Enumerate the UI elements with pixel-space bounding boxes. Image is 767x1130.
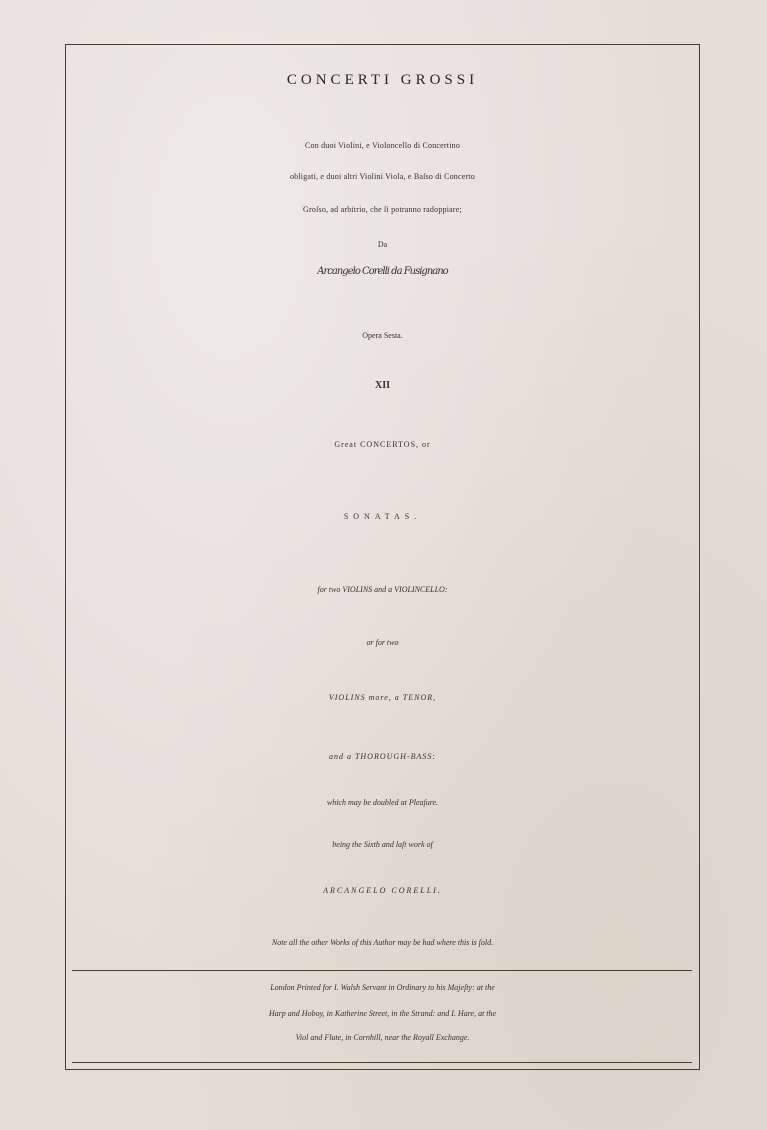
doubling-note: which may be doubled at Pleaſure. <box>326 798 439 807</box>
instrumentation-line-3: VIOLINS more, a TENOR, <box>328 693 437 702</box>
page-title: CONCERTI GROSSI <box>286 72 479 88</box>
composer-script-name: Arcangelo Corelli da Fusignano <box>317 266 448 277</box>
page-border <box>65 44 700 1070</box>
da-label: Da <box>377 240 388 249</box>
imprint-line-1: London Printed for I. Walsh Servant in Ordinary to his Majeſty: at the <box>270 983 495 992</box>
great-concertos-line: Great CONCERTOS, or <box>334 440 431 449</box>
other-works-note: Note all the other Works of this Author may be had where this is ſold. <box>271 938 494 947</box>
imprint-divider <box>72 970 692 971</box>
sonatas-line: SONATAS. <box>343 512 422 521</box>
instrumentation-line-1: for two VIOLINS and a VIOLINCELLO: <box>317 585 448 594</box>
instrumentation-line-2: or for two <box>366 638 399 647</box>
number-xii: XII <box>374 380 390 391</box>
subtitle-line-2: obligati, e duoi altri Violini Viola, e Baſso di Concerto <box>289 172 475 181</box>
sixth-work-note: being the Sixth and laſt work of <box>332 840 433 849</box>
subtitle-line-1: Con duoi Violini, e Violoncello di Concertino <box>304 141 461 150</box>
bottom-rule <box>72 1062 692 1063</box>
composer-name: ARCANGELO CORELLI. <box>323 886 442 895</box>
instrumentation-line-4: and a THOROUGH-BASS: <box>328 752 437 761</box>
opus-label: Opera Sesta. <box>362 331 403 340</box>
imprint-line-2: Harp and Hoboy, in Katherine Street, in the Strand: and I. Hare, at the <box>268 1009 497 1018</box>
subtitle-line-3: Groſso, ad arbitrio, che ſi potranno radoppiare; <box>303 205 462 214</box>
imprint-line-3: Viol and Flute, in Cornhill, near the Royall Exchange. <box>295 1033 470 1042</box>
